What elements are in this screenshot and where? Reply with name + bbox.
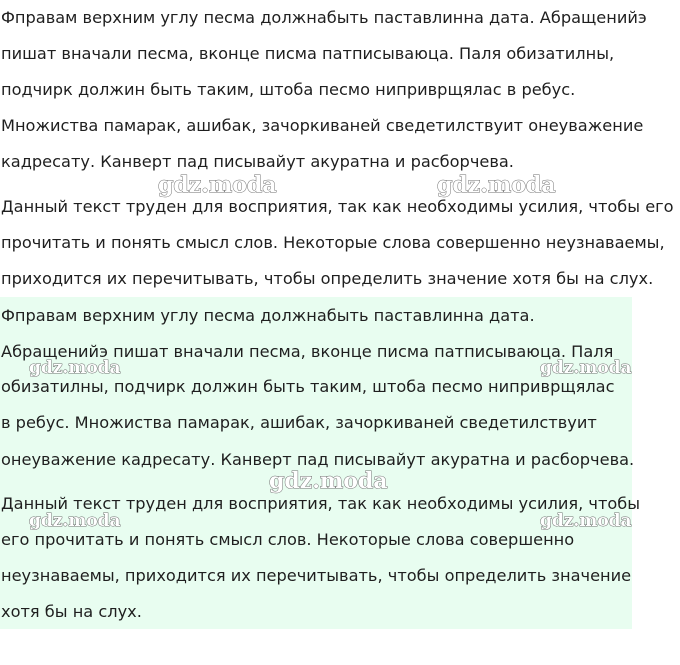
original-text-line: пишат вначали песма, вконце писма патписываюца. Паля обизатилны, <box>1 44 615 63</box>
watermark-logo: gdz.moda <box>29 511 121 531</box>
original-text-line: Фправам верхним углу песма должнабыть паставлинна дата. Абращенийэ <box>1 8 647 27</box>
answer-original-line: Абращенийэ пишат вначали песма, вконце писма патписываюца. Паля <box>1 342 614 361</box>
answer-comment-line: Данный текст труден для восприятия, так как необходимы усилия, чтобы <box>1 494 641 513</box>
original-text-line: Множиства памарак, ашибак, зачоркиваней сведетилствуит онеуважение <box>1 116 644 135</box>
answer-comment-line: его прочитать и понять смысл слов. Некоторые слова совершенно <box>1 530 575 549</box>
answer-original-line: в ребус. Множиства памарак, ашибак, зачоркиваней сведетилствуит <box>1 413 597 432</box>
watermark-logo: gdz.moda <box>29 358 121 378</box>
answer-comment-line: неузнаваемы, приходится их перечитывать, чтобы определить значение <box>1 566 632 585</box>
answer-original-line: обизатилны, подчирк должин быть таким, штоба песмо ниприврщялас <box>1 377 615 396</box>
comment-text-line: приходится их перечитывать, чтобы определить значение хотя бы на слух. <box>1 269 654 288</box>
watermark-logo: gdz.moda <box>540 358 632 378</box>
watermark-logo: gdz.moda <box>437 172 556 198</box>
watermark-logo: gdz.moda <box>158 172 277 198</box>
watermark-logo: gdz.moda <box>540 511 632 531</box>
answer-original-line: онеуважение кадресату. Канверт пад писывайут акуратна и расборчева. <box>1 450 635 469</box>
answer-original-line: Фправам верхним углу песма должнабыть паставлинна дата. <box>1 306 535 325</box>
watermark-logo: gdz.moda <box>269 468 388 494</box>
original-text-line: кадресату. Канверт пад писывайут акуратна и расборчева. <box>1 152 514 171</box>
comment-text-line: прочитать и понять смысл слов. Некоторые слова совершенно неузнаваемы, <box>1 233 665 252</box>
answer-comment-line: хотя бы на слух. <box>1 602 142 621</box>
comment-text-line: Данный текст труден для восприятия, так как необходимы усилия, чтобы его <box>1 197 674 216</box>
original-text-line: подчирк должин быть таким, штоба песмо ниприврщялас в ребус. <box>1 80 576 99</box>
